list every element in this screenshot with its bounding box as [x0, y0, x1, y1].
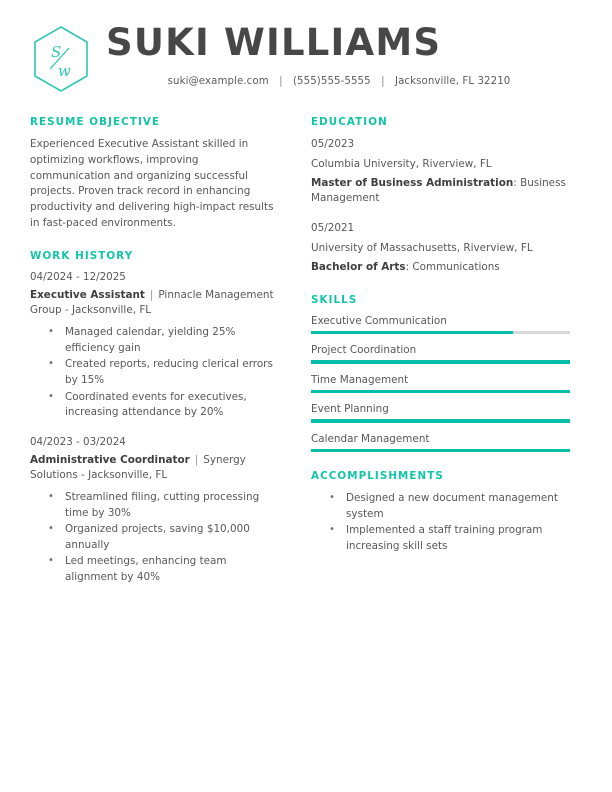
- skill-item: [311, 403, 575, 423]
- skill-item: [311, 315, 575, 335]
- resume-header: [0, 0, 612, 94]
- education-degree-name: Master of Business Administration: [311, 176, 514, 189]
- skill-label: Calendar Management: [311, 432, 430, 445]
- skill-item: [311, 433, 575, 453]
- section-resume-objective: [30, 116, 278, 232]
- skill-bar-fill: [311, 360, 570, 364]
- education-school: University of Massachusetts, Riverview, FL: [311, 242, 533, 255]
- skill-label: Project Coordination: [311, 344, 417, 357]
- skill-label: Event Planning: [311, 403, 389, 416]
- objective-text: Experienced Executive Assistant skilled in optimizing workflows, improving communication and organizing successful projects. Proven track record in enhancing productivity and delivering high-impact results in fast-paced environments.: [30, 138, 274, 230]
- job-bullet-list: [30, 325, 278, 421]
- skill-bar-track: [311, 390, 570, 394]
- education-date: 05/2023: [311, 138, 355, 150]
- skill-bar-track: [311, 419, 570, 423]
- skill-label: Time Management: [311, 373, 409, 386]
- work-history-entry: [30, 436, 278, 586]
- job-bullet: • Coordinated events for executives, increasing attendance by 20%: [30, 390, 278, 421]
- candidate-name: SUKI WILLIAMS: [106, 21, 442, 64]
- job-title-company: [30, 288, 278, 319]
- education-date: 05/2021: [311, 222, 355, 235]
- education-entry: [311, 137, 575, 207]
- section-work-history: [30, 250, 278, 586]
- skill-bar-fill: [311, 449, 570, 453]
- accomplishment-item: • Designed a new document management system: [311, 491, 575, 522]
- section-title-accomplishments: ACCOMPLISHMENTS: [311, 470, 444, 483]
- education-degree-separator: :: [405, 260, 410, 273]
- contact-line: [106, 76, 584, 87]
- contact-email: suki@example.com: [167, 75, 269, 87]
- job-bullet: • Streamlined filing, cutting processing time by 30%: [30, 490, 278, 521]
- education-degree: [311, 176, 575, 208]
- contact-separator-1: |: [279, 75, 283, 87]
- svg-text:w: w: [58, 62, 71, 80]
- skill-bar-fill: [311, 390, 570, 394]
- job-bullet: • Managed calendar, yielding 25% efficiency gain: [30, 325, 278, 356]
- header-main: [92, 20, 584, 87]
- svg-text:S: S: [51, 43, 62, 61]
- left-column: [30, 116, 292, 587]
- job-company: Pinnacle Management Group - Jacksonville, FL: [30, 288, 274, 317]
- job-separator: |: [149, 288, 154, 301]
- section-title-work-history: WORK HISTORY: [30, 249, 134, 262]
- section-title-skills: SKILLS: [311, 293, 358, 306]
- skill-bar-track: [311, 360, 570, 364]
- section-accomplishments: [311, 470, 575, 554]
- job-title: Administrative Coordinator: [30, 453, 190, 466]
- job-company: Synergy Solutions - Jacksonville, FL: [30, 453, 246, 482]
- education-degree-name: Bachelor of Arts: [311, 260, 406, 273]
- job-title-company: [30, 453, 278, 484]
- job-dates: 04/2024 - 12/2025: [30, 270, 126, 283]
- skill-bar-track: [311, 331, 570, 335]
- accomplishment-list: [311, 491, 575, 554]
- resume-body: [0, 94, 612, 587]
- job-bullet: • Led meetings, enhancing team alignment by 40%: [30, 554, 278, 585]
- section-title-education: EDUCATION: [311, 116, 388, 128]
- section-title-objective: RESUME OBJECTIVE: [30, 116, 161, 128]
- section-education: [311, 116, 575, 276]
- job-title: Executive Assistant: [30, 288, 145, 301]
- right-column: [311, 116, 575, 556]
- skill-bar-fill: [311, 419, 570, 423]
- education-degree-field: Business Management: [311, 176, 566, 205]
- education-entry: [311, 221, 575, 275]
- contact-location: Jacksonville, FL 32210: [394, 75, 511, 87]
- skill-bar-track: [311, 449, 570, 453]
- education-degree-field: Communications: [412, 260, 500, 273]
- job-bullet: • Organized projects, saving $10,000 annually: [30, 522, 278, 553]
- job-separator: |: [194, 453, 199, 466]
- job-dates: 04/2023 - 03/2024: [30, 435, 126, 448]
- skill-bar-fill: [311, 331, 513, 335]
- monogram-logo: [30, 24, 92, 94]
- contact-separator-2: |: [381, 75, 385, 87]
- work-history-entry: [30, 271, 278, 421]
- job-bullet-list: [30, 490, 278, 586]
- section-skills: [311, 294, 575, 453]
- skill-item: [311, 344, 575, 364]
- skill-label: Executive Communication: [311, 314, 447, 327]
- skill-item: [311, 374, 575, 394]
- education-degree-separator: :: [513, 176, 517, 189]
- accomplishment-item: • Implemented a staff training program increasing skill sets: [311, 523, 575, 554]
- education-school: Columbia University, Riverview, FL: [311, 157, 492, 170]
- contact-phone: (555)555-5555: [292, 75, 371, 87]
- hexagon-monogram-icon: [30, 24, 92, 94]
- education-degree: [311, 260, 575, 276]
- job-bullet: • Created reports, reducing clerical errors by 15%: [30, 357, 278, 388]
